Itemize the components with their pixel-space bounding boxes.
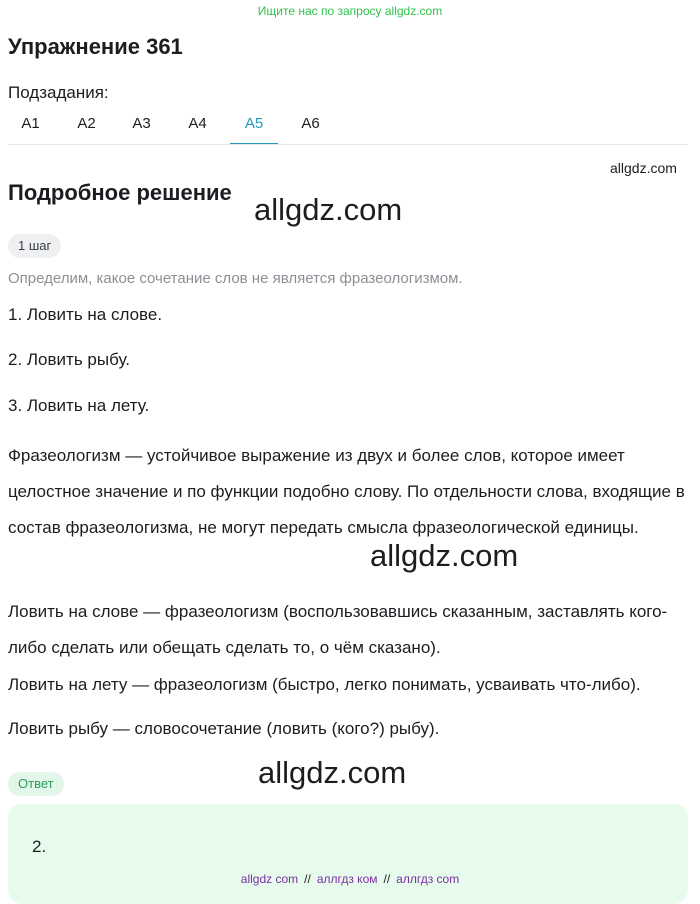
watermark-3: allgdz.com — [258, 755, 407, 790]
tab-a3[interactable]: А3 — [132, 115, 151, 132]
tab-a4[interactable]: А4 — [188, 115, 207, 132]
list-item: 2. Ловить рыбу. — [8, 350, 130, 369]
watermark-2: allgdz.com — [370, 538, 519, 573]
list-item: 1. Ловить на слове. — [8, 305, 163, 324]
list-item: 3. Ловить на лету. — [8, 396, 150, 415]
footer-link-3[interactable]: аллгдз com — [396, 872, 460, 886]
tab-a6[interactable]: А6 — [301, 115, 320, 132]
watermark-small: allgdz.com — [610, 160, 677, 176]
footer-link-1[interactable]: allgdz com — [240, 872, 299, 886]
answer-badge: Ответ — [8, 772, 64, 796]
tab-a5[interactable]: А5 — [230, 110, 278, 145]
footer-links — [0, 872, 700, 886]
tab-a2[interactable]: А2 — [77, 115, 96, 132]
tab-a1[interactable]: А1 — [21, 115, 40, 132]
intro-text: Определим, какое сочетание слов не является фразеологизмом. — [8, 270, 463, 287]
answer-box — [8, 804, 688, 904]
footer-separator: // — [304, 872, 311, 886]
explanation-paragraph: Ловить на слове — фразеологизм (воспользовавшись сказанным, заставлять кого-либо сделать или обещать сделать то, о чём сказано). — [8, 602, 668, 657]
explanation-paragraph: Ловить на лету — фразеологизм (быстро, легко понимать, усваивать что-либо). — [8, 675, 641, 694]
top-banner: Ищите нас по запросу allgdz.com — [257, 4, 443, 18]
page-title: Упражнение 361 — [8, 34, 183, 59]
solution-heading: Подробное решение — [8, 180, 232, 205]
footer-separator: // — [383, 872, 391, 886]
explanation-paragraph: Ловить рыбу — словосочетание (ловить (кого?) рыбу). — [8, 719, 440, 738]
answer-value: 2. — [32, 837, 47, 856]
step-badge: 1 шаг — [8, 234, 61, 258]
watermark-1: allgdz.com — [254, 192, 403, 227]
footer-link-2[interactable]: аллгдз ком — [316, 872, 378, 886]
definition-paragraph: Фразеологизм — устойчивое выражение из двух и более слов, которое имеет целостное значение и по функции подобно слову. По отдельности слова, входящие в состав фразеологизма, не могут передать смысла фразеологической единицы. — [8, 446, 685, 537]
subtasks-label: Подзадания: — [8, 83, 109, 102]
tabs-divider — [8, 144, 688, 145]
